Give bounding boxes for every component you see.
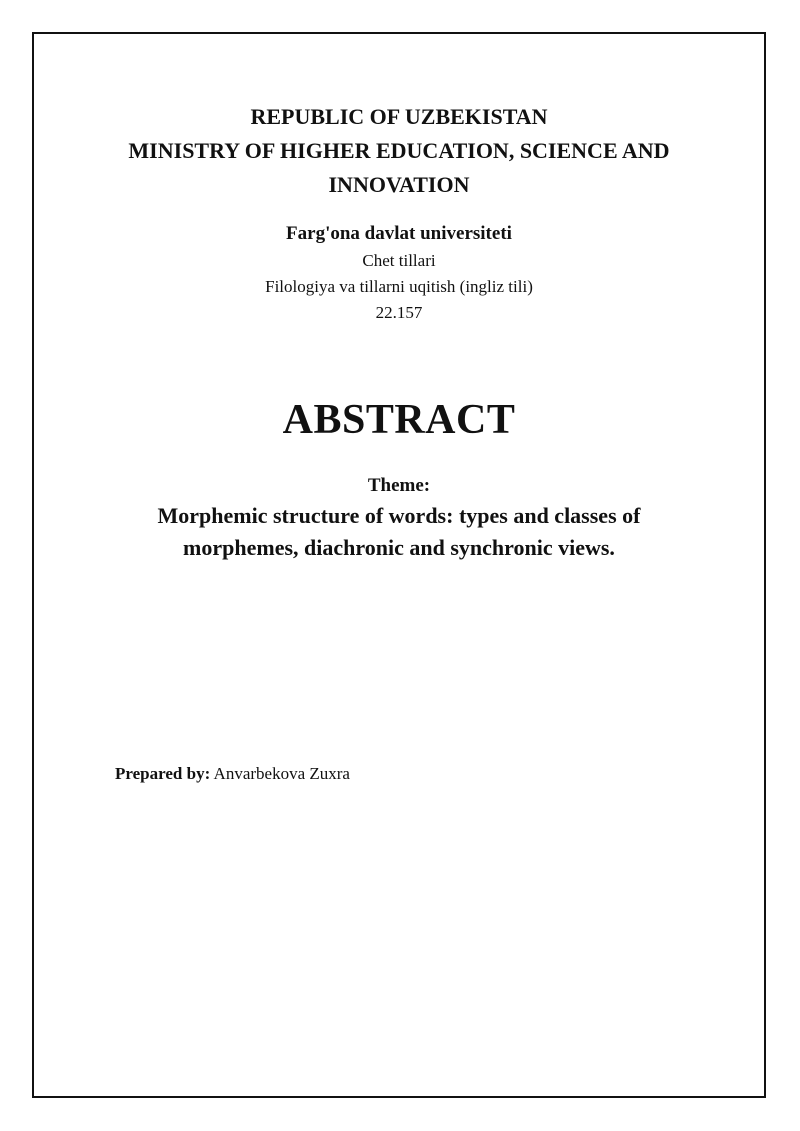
theme-text-line-2: morphemes, diachronic and synchronic views. — [183, 535, 615, 560]
university-name: Farg'ona davlat universiteti — [286, 223, 512, 244]
author-name: Anvarbekova Zuxra — [213, 764, 350, 783]
document-header — [34, 100, 764, 202]
program-name: Filologiya va tillarni uqitish (ingliz tili) — [265, 277, 533, 296]
document-title: ABSTRACT — [282, 397, 516, 443]
theme-label: Theme: — [367, 475, 431, 496]
university-info — [34, 220, 764, 326]
theme-text — [134, 500, 664, 564]
header-ministry: MINISTRY OF HIGHER EDUCATION, SCIENCE AND — [128, 138, 670, 163]
group-number: 22.157 — [375, 303, 423, 322]
header-ministry-continued: INNOVATION — [328, 172, 470, 197]
header-country: REPUBLIC OF UZBEKISTAN — [250, 104, 548, 129]
prepared-by — [115, 762, 350, 786]
faculty-name: Chet tillari — [362, 251, 436, 270]
theme-text-line-1: Morphemic structure of words: types and classes of — [157, 503, 641, 528]
prepared-by-label: Prepared by: — [115, 764, 211, 783]
